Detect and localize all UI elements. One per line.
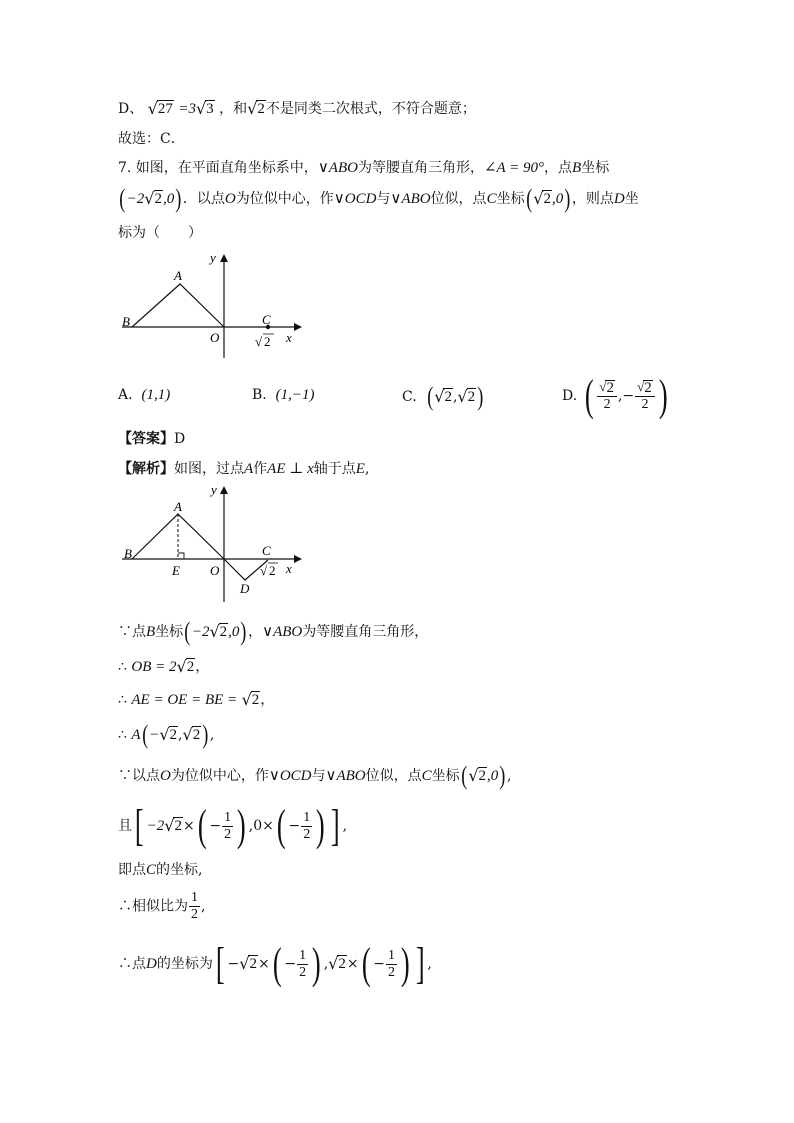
question-7-line1: 7. 如图，在平面直角坐标系中，∨ABO为等腰直角三角形，∠A = 90°，点B坐标 (118, 160, 610, 176)
analysis-step-6: 且[ −2 √ 2 ×( − $\frac{1}{2}$ ) ,0×( − $\frac{1}{2}$ ) ] , (118, 801, 348, 850)
question-7-line2: (−2 √ 2 ,0)．以点O为位似中心，作∨OCD与∨ABO位似，点C坐标( √ 2 ,0)，则点D坐 (119, 184, 639, 213)
text: =3 (178, 101, 196, 117)
sqrt: √ 3 (195, 99, 214, 118)
svg-text:E: E (172, 563, 180, 578)
svg-text:2: 2 (269, 563, 276, 578)
analysis-step-1: ∵点B坐标(−2 √ 2 ,0)，∨ABO为等腰直角三角形， (118, 617, 429, 646)
analysis-step-3: ∴ AE = OE = BE = √ 2 ， (118, 690, 275, 709)
svg-text:x: x (286, 330, 292, 345)
option-b[interactable]: B. (1,−1) (252, 387, 315, 403)
analysis-line1: 【解析】如图，过点A作AE ⊥ x轴于点E, (118, 461, 370, 477)
figure-analysis (118, 480, 308, 605)
analysis-step-9: ∴点D的坐标为[ − √ 2 ×( − $\frac{1}{2}$ ) , √ 2 ×( − $\frac{1}{2}$ ) ] , (118, 939, 432, 988)
svg-text:C: C (262, 312, 271, 327)
svg-text:√: √ (260, 563, 268, 578)
analysis-step-7: 即点C的坐标, (118, 862, 203, 878)
option-c[interactable]: C. ( √ 2 , √ 2 ) (402, 382, 484, 411)
line-d-option (118, 98, 476, 120)
answer-line: 【答案】D (118, 431, 186, 447)
sqrt: √ 27 (147, 99, 173, 118)
line-choose: 故选：C． (118, 131, 185, 147)
svg-text:C: C (262, 543, 271, 558)
analysis-step-4: ∴ A(− √ 2 , √ 2 ), (118, 720, 215, 749)
option-a[interactable]: A. (1,1) (118, 387, 171, 403)
svg-text:B: B (124, 546, 132, 561)
svg-text:2: 2 (264, 334, 271, 349)
analysis-step-5: ∵以点O为位似中心，作∨OCD与∨ABO位似，点C坐标( √ 2 ,0), (118, 761, 512, 790)
option-d[interactable]: D. ( √ 2 2 ,− √ 2 2 ) (562, 371, 668, 420)
text: 不是同类二次根式，不符合题意； (265, 101, 476, 117)
svg-text:B: B (122, 314, 130, 329)
svg-text:A: A (174, 268, 182, 283)
text: ，和 (219, 101, 248, 117)
svg-text:O: O (210, 330, 220, 345)
svg-text:x: x (286, 561, 292, 576)
svg-text:y: y (210, 250, 216, 265)
svg-text:A: A (174, 499, 182, 514)
svg-text:√: √ (255, 334, 263, 349)
text: D、 (118, 101, 144, 117)
svg-text:O: O (210, 563, 220, 578)
svg-text:D: D (240, 581, 250, 596)
analysis-step-8: ∴相似比为 $\frac{1}{2}$ , (118, 890, 206, 922)
analysis-step-2: ∴ OB = 2 √ 2 ， (118, 657, 210, 676)
figure-question (118, 250, 308, 362)
question-7-line3: 标为（ ） (118, 225, 202, 241)
svg-text:y: y (211, 482, 217, 497)
sqrt: √ 2 (247, 99, 265, 118)
